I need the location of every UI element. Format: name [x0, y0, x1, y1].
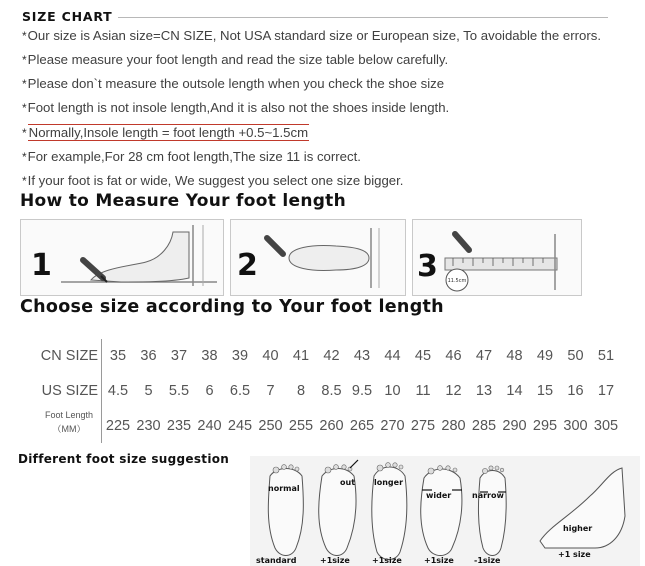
cn-size-cell: 39 — [231, 348, 249, 364]
size-plus1-out: +1size — [320, 556, 350, 565]
foot-length-cell: 225 — [105, 418, 131, 434]
foot-length-cell: 260 — [319, 418, 344, 434]
us-size-cell: 6.5 — [229, 383, 251, 399]
step-number: 3 — [417, 249, 438, 284]
foot-length-cell: 305 — [593, 418, 619, 434]
size-plus1-longer: +1size — [372, 556, 402, 565]
note-5: * Normally,Insole length = foot length +0.5~1.5cm — [22, 125, 309, 140]
note-6: *For example,For 28 cm foot length,The size 11 is correct. — [22, 149, 361, 164]
us-size-cell: 7 — [266, 383, 275, 399]
foot-length-cell: 265 — [349, 418, 375, 434]
foot-length-cell: 295 — [532, 418, 558, 434]
shape-narrow: narrow — [472, 491, 504, 500]
measure-step-2 — [230, 219, 406, 296]
foot-length-cell: 290 — [502, 418, 527, 434]
us-size-cell: 14 — [506, 383, 523, 399]
measure-step-3 — [412, 219, 582, 296]
us-size-cell: 4.5 — [107, 383, 129, 399]
us-size-cell: 6 — [205, 383, 214, 399]
measure-step-1 — [20, 219, 224, 296]
cn-size-cell: 41 — [292, 348, 310, 364]
cn-size-cell: 43 — [353, 348, 371, 364]
us-size-cell: 12 — [445, 383, 462, 399]
us-size-cell: 5.5 — [168, 383, 190, 399]
cn-size-cell: 35 — [109, 348, 127, 364]
cn-size-cell: 45 — [414, 348, 432, 364]
foot-shapes-panel — [250, 456, 640, 566]
cn-size-cell: 44 — [384, 348, 401, 364]
foot-length-cell: 235 — [166, 418, 192, 434]
size-minus1-narrow: -1size — [474, 556, 501, 565]
foot-length-cell: 285 — [471, 418, 497, 434]
shape-higher: higher — [563, 524, 593, 533]
us-size-cell: 8 — [296, 383, 306, 399]
us-size-label: US SIZE — [41, 383, 98, 399]
title-divider — [118, 17, 608, 18]
cn-size-cell: 51 — [597, 348, 615, 364]
us-size-cell: 15 — [536, 383, 554, 399]
note-1: *Our size is Asian size=CN SIZE, Not USA standard size or European size, To avoidable the errors. — [22, 28, 601, 43]
note-7: *If your foot is fat or wide, We suggest you select one size bigger. — [22, 173, 404, 188]
cn-size-cell: 40 — [262, 348, 279, 364]
size-standard: standard — [256, 556, 297, 565]
cn-size-cell: 46 — [445, 348, 462, 364]
size-plus1-wider: +1size — [424, 556, 454, 565]
step-number: 2 — [237, 248, 258, 283]
shape-longer: longer — [374, 478, 404, 487]
cn-size-cell: 47 — [475, 348, 493, 364]
foot-length-cell: 280 — [441, 418, 466, 434]
ruler-illustration — [413, 220, 583, 297]
size-plus1-higher: +1 size — [558, 550, 591, 559]
ruler-label: 11.5cm — [447, 278, 467, 284]
foot-length-cell: 275 — [410, 418, 436, 434]
us-size-cell: 8.5 — [321, 383, 342, 399]
cn-size-cell: 50 — [567, 348, 584, 364]
foot-length-cell: 250 — [258, 418, 283, 434]
measure-title: How to Measure Your foot length — [20, 191, 347, 211]
us-size-cell: 11 — [415, 383, 431, 399]
foot-side-illustration — [21, 220, 225, 297]
cn-size-cell: 42 — [323, 348, 340, 364]
shape-wider: wider — [426, 491, 452, 500]
foot-length-cell: 230 — [136, 418, 161, 434]
choose-size-title: Choose size according to Your foot length — [20, 297, 444, 317]
note-2: *Please measure your foot length and read the size table below carefully. — [22, 52, 449, 67]
us-size-cell: 9.5 — [351, 383, 373, 399]
foot-length-cell: 255 — [288, 418, 314, 434]
cn-size-cell: 49 — [536, 348, 554, 364]
foot-length-cell: 300 — [563, 418, 588, 434]
cn-size-cell: 38 — [201, 348, 218, 364]
highlighted-formula: Normally,Insole length = foot length +0.5~1.5cm — [28, 125, 309, 140]
foot-top-illustration — [231, 220, 407, 297]
us-size-cell: 17 — [597, 383, 615, 399]
us-size-cell: 10 — [384, 383, 401, 399]
foot-length-label: Foot Length （MM） — [44, 410, 94, 434]
us-size-cell: 13 — [475, 383, 493, 399]
us-size-cell: 5 — [144, 383, 153, 399]
shape-normal: normal — [268, 484, 300, 493]
cn-size-label: CN SIZE — [40, 348, 98, 364]
note-3: *Please don`t measure the outsole length when you check the shoe size — [22, 76, 445, 91]
foot-length-cell: 240 — [197, 418, 222, 434]
cn-size-cell: 37 — [170, 348, 188, 364]
foot-length-cell: 245 — [227, 418, 253, 434]
cn-size-cell: 36 — [140, 348, 157, 364]
shape-out: out — [340, 478, 356, 487]
step-number: 1 — [31, 248, 52, 283]
cn-size-cell: 48 — [506, 348, 523, 364]
foot-suggestion-title: Different foot size suggestion — [18, 452, 230, 466]
note-4: *Foot length is not insole length,And it is also not the shoes inside length. — [22, 100, 450, 115]
size-chart-title: SIZE CHART — [22, 9, 113, 24]
foot-length-cell: 270 — [380, 418, 405, 434]
us-size-cell: 16 — [567, 383, 584, 399]
